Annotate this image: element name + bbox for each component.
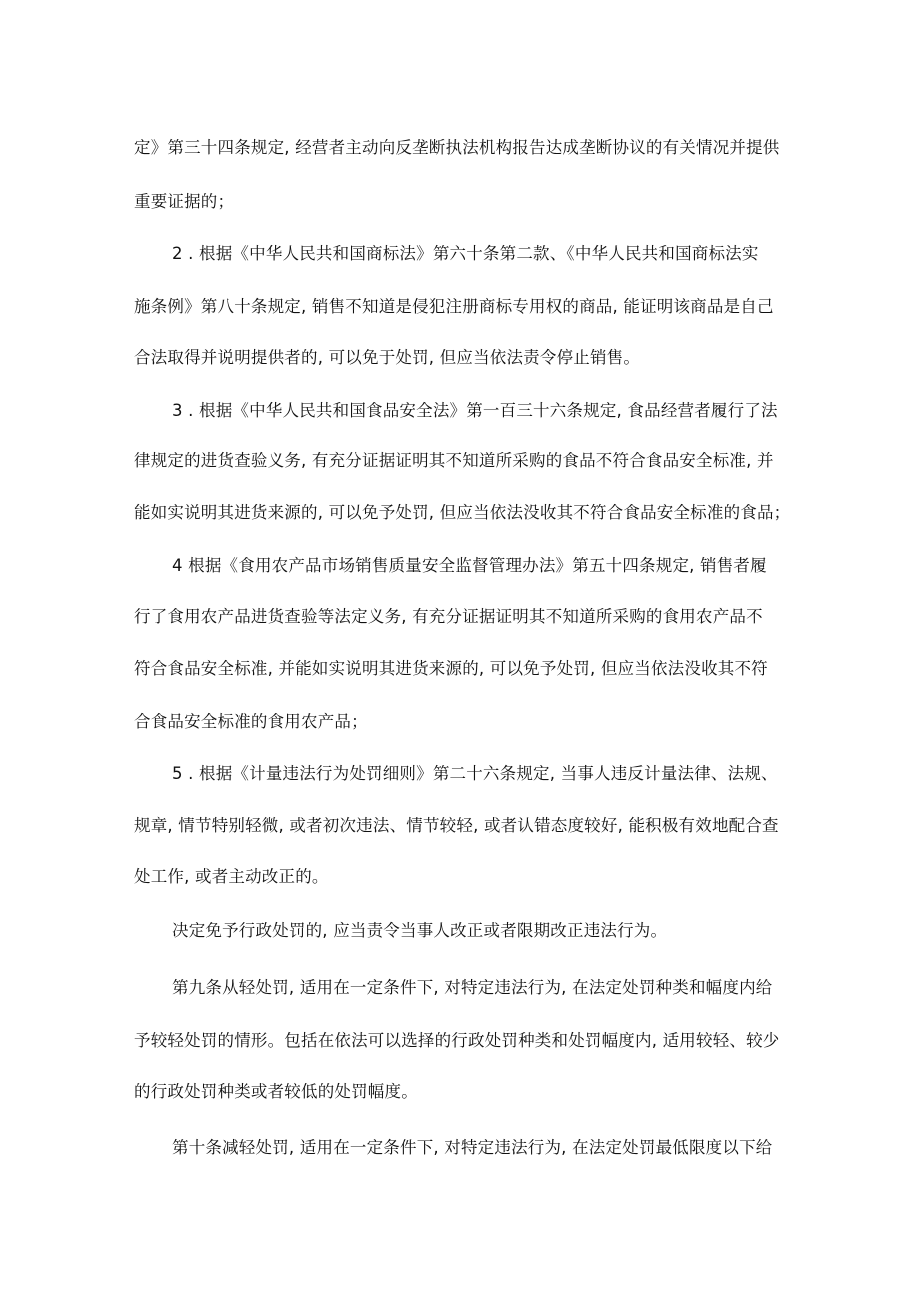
paragraph-exemption-correction: 决定免予行政处罚的, 应当责令当事人改正或者限期改正违法行为。 — [172, 921, 668, 940]
text-line: 定》第三十四条规定, 经营者主动向反垄断执法机构报告达成垄断协议的有关情况并提供 — [134, 138, 780, 157]
text-line: 能如实说明其进货来源的, 可以免予处罚, 但应当依法没收其不符合食品安全标准的食品； — [134, 503, 791, 522]
text-line: 处工作, 或者主动改正的。 — [134, 867, 329, 886]
text-line: 行了食用农产品进货查验等法定义务, 有充分证据证明其不知道所采购的食用农产品不 — [134, 607, 763, 626]
text-line: 合食品安全标准的食用农产品； — [134, 712, 368, 731]
paragraph-item-4: 4 根据《食用农产品市场销售质量安全监督管理办法》第五十四条规定, 销售者履 — [172, 556, 767, 575]
paragraph-item-2: 2 . 根据《中华人民共和国商标法》第六十条第二款、《中华人民共和国商标法实 — [172, 244, 759, 263]
text-line: 规章, 情节特别轻微, 或者初次违法、情节较轻, 或者认错态度较好, 能积极有效地配合查 — [134, 816, 779, 835]
text-line: 予较轻处罚的情形。包括在依法可以选择的行政处罚种类和处罚幅度内, 适用较轻、较少 — [134, 1031, 780, 1050]
text-line: 合法取得并说明提供者的, 可以免于处罚, 但应当依法责令停止销售。 — [134, 348, 641, 367]
paragraph-article-10: 第十条减轻处罚, 适用在一定条件下, 对特定违法行为, 在法定处罚最低限度以下给 — [172, 1138, 773, 1157]
text-line: 的行政处罚种类或者较低的处罚幅度。 — [134, 1082, 418, 1101]
paragraph-item-3: 3 . 根据《中华人民共和国食品安全法》第一百三十六条规定, 食品经营者履行了法 — [172, 401, 778, 420]
text-line: 重要证据的； — [134, 192, 235, 211]
text-line: 律规定的进货查验义务, 有充分证据证明其不知道所采购的食品不符合食品安全标准, 并 — [134, 451, 774, 470]
paragraph-article-9: 第九条从轻处罚, 适用在一定条件下, 对特定违法行为, 在法定处罚种类和幅度内给 — [172, 978, 773, 997]
paragraph-item-5: 5 . 根据《计量违法行为处罚细则》第二十六条规定, 当事人违反计量法律、法规、 — [172, 764, 778, 783]
text-line: 施条例》第八十条规定, 销售不知道是侵犯注册商标专用权的商品, 能证明该商品是自己 — [134, 297, 774, 316]
text-line: 符合食品安全标准, 并能如实说明其进货来源的, 可以免予处罚, 但应当依法没收其不符 — [134, 659, 768, 678]
